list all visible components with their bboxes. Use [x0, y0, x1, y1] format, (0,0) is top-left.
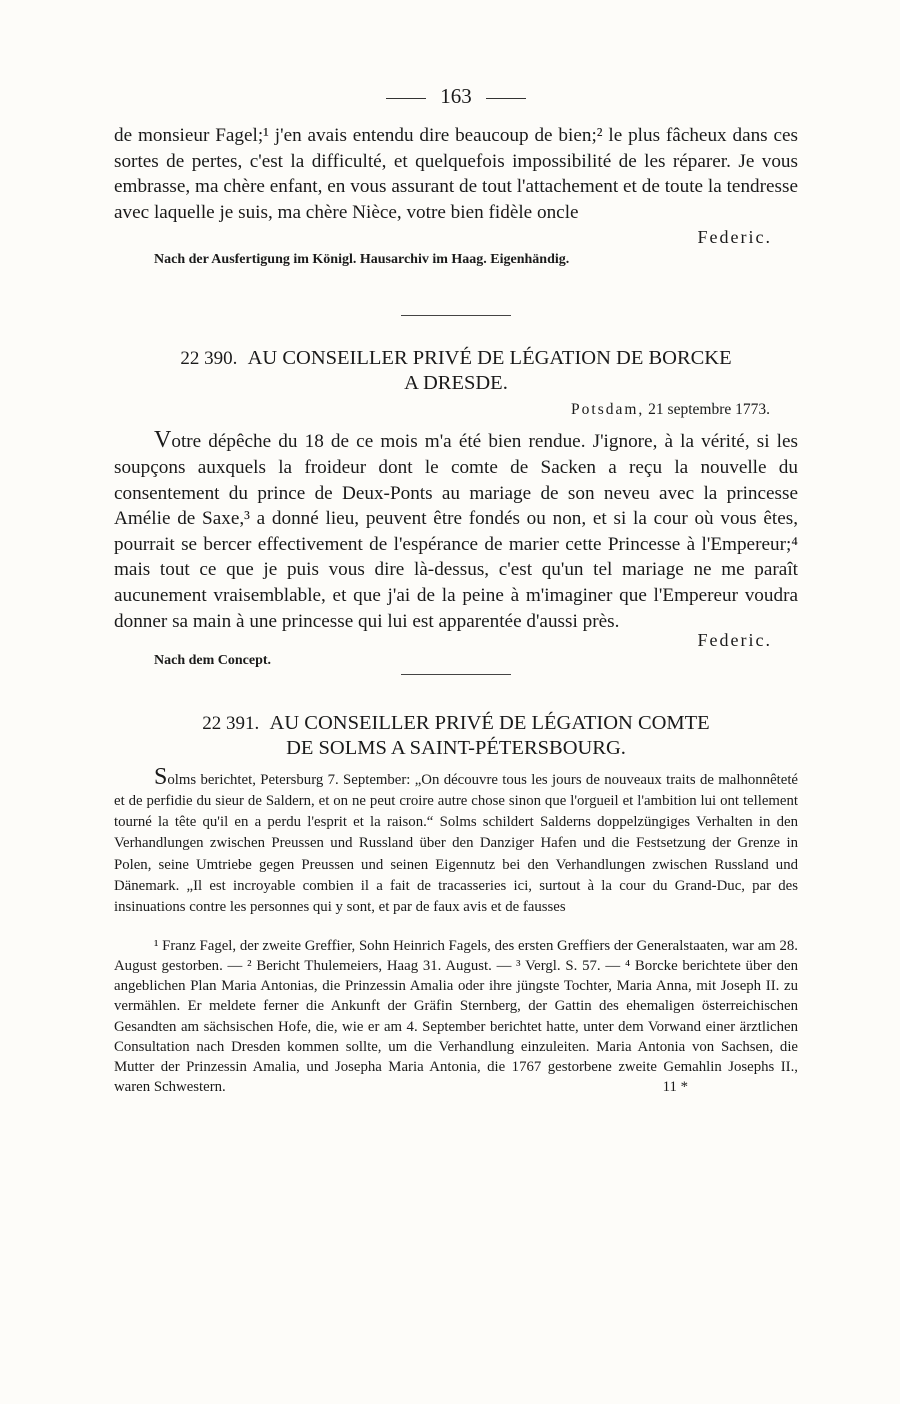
- letter-22390-dateline: [114, 400, 770, 420]
- letter-heading-line1: AU CONSEILLER PRIVÉ DE LÉGATION DE BORCKE: [247, 347, 732, 370]
- date: 21 septembre 1773.: [648, 401, 770, 419]
- page-number: 163: [440, 84, 472, 108]
- dropcap: V: [154, 427, 172, 454]
- letter-22390-text: Votre dépêche du 18 de ce mois m'a été bien rendue. J'ignore, à la vérité, si les soupçons auxquels la froideur dont le comte de Sacken a reçu la nouvelle du consentement du prince de Deux-Ponts au mariage de son neveu avec la princesse Amélie de Saxe,³ a donné lieu, peuvent être fondés ou non, et si la cour où vous êtes, pourrait se bercer effectivement de l'espérance de marier cette Princesse à l'Empereur;⁴ mais tout ce que je puis vous dire là-dessus, c'est qu'un tel mariage ne me paraît aucunement vraisemblable, et que j'ai de la peine à m'imaginer que l'Empereur voudra donner sa main à une princesse qui lui est apparentée d'aussi près.: [114, 427, 798, 632]
- continuation-text: de monsieur Fagel;¹ j'en avais entendu dire beaucoup de bien;² le plus fâcheux dans ces sortes de pertes, c'est la difficulté, et quelquefois impossibilité de les réparer. Je vous embrasse, ma chère enfant, en vous assurant de tout l'attachement et de toute la tendresse avec laquelle je suis, ma chère Nièce, votre bien fidèle oncle: [114, 125, 798, 223]
- page-header: [114, 84, 798, 109]
- section-divider: [401, 674, 511, 675]
- dropcap: S: [154, 764, 168, 791]
- signature-mark: 11 *: [662, 1079, 688, 1096]
- continuation-source: Nach der Ausfertigung im Königl. Hausarchiv im Haag. Eigenhändig.: [154, 252, 570, 268]
- letter-22391-heading: [114, 711, 798, 761]
- letter-22390-heading: [114, 346, 798, 396]
- date-place: Potsdam,: [571, 401, 645, 419]
- letter-22390-signature: Federic.: [697, 630, 772, 651]
- letter-heading-line2: DE SOLMS A SAINT-PÉTERSBOURG.: [286, 737, 626, 760]
- letter-number: 22 390.: [180, 348, 238, 370]
- letter-22390-source: Nach dem Concept.: [154, 653, 272, 669]
- letter-heading-line1: AU CONSEILLER PRIVÉ DE LÉGATION COMTE: [269, 712, 710, 735]
- document-page: [114, 84, 798, 1097]
- letter-heading-line2: A DRESDE.: [404, 372, 508, 395]
- letter-22391-text: Solms berichtet, Petersburg 7. September: „On découvre tous les jours de nouveaux traits de malhonnêteté et de perfidie du sieur de Saldern, et on ne peut croire autre chose sinon que l'orgueil et l'ambition lui ont tellement tourné la tête qu'il en a perdu l'esprit et la raison.“ Solms schildert Salderns doppelzüngiges Verhalten in den Verhandlungen zwischen Preussen und Russland über den Danziger Hafen und die Festsetzung der Grenze in Polen, seine Umtriebe gegen Preussen und seinen Eigennutz bei den Verhandlungen zwischen Russland und Dänemark. „Il est incroyable combien il a fait de tracasseries ici, surtout à la cour du Grand-Duc, par des insinuations contre les personnes qui y sont, et par de faux avis et de fausses: [114, 764, 798, 915]
- header-dash-right: [486, 98, 526, 99]
- continuation-signature: Federic.: [697, 227, 772, 248]
- section-divider: [401, 315, 511, 316]
- footnotes: ¹ Franz Fagel, der zweite Greffier, Sohn Heinrich Fagels, des ersten Greffiers der Generalstaaten, war am 28. August gestorben. — ² Bericht Thulemeiers, Haag 31. August. — ³ Vergl. S. 57. — ⁴ Borcke berichtete über den angeblichen Plan Maria Antonias, die Prinzessin Amalia oder ihre jüngste Tochter, Maria Anna, mit Joseph II. zu vermählen. Er meldete ferner die Ankunft der Gräfin Sternberg, der Gattin des ehemaligen österreichischen Gesandten am sächsischen Hofe, die, wie er am 4. September berichtet hatte, unter dem Vorwand einer ärztlichen Consultation nach Dresden kommen sollte, um die Verhandlung einzuleiten. Maria Antonia von Sachsen, die Mutter der Prinzessin Amalia, und Josepha Maria Antonia, die 1767 gestorbene zweite Gemahlin Josephs II., waren Schwestern. 11 *: [114, 936, 798, 1098]
- header-dash-left: [386, 98, 426, 99]
- letter-number: 22 391.: [202, 713, 260, 735]
